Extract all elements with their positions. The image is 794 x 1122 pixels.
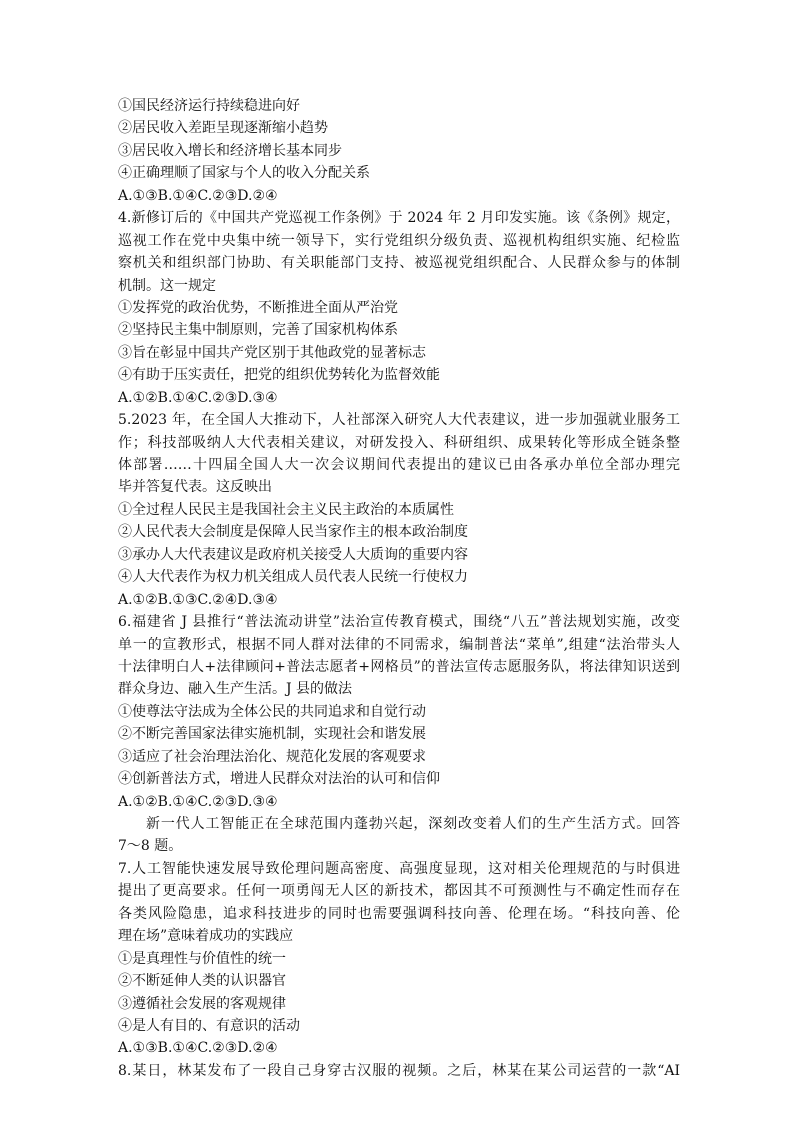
text-line: ④创新普法方式，增进人民群众对法治的认可和信仰 (118, 771, 440, 788)
text-line: 各类风险隐患，追求科技进步的同时也需要强调科技向善、伦理在场。“科技向善、伦 (118, 905, 680, 922)
text-line: ①国民经济运行持续稳进向好 (118, 98, 300, 114)
text-line: ②不断延伸人类的认识器官 (118, 973, 286, 990)
text-line: 机制。这一规定 (118, 277, 216, 294)
text-line: A.①③B.①④C.②③D.②④ (118, 1040, 278, 1057)
text-line: 作；科技部吸纳人大代表相关建议，对研发投入、科研组织、成果转化等形成全链条整 (118, 434, 680, 451)
text-line: A.①③B.①④C.②③D.②④ (118, 187, 278, 204)
text-line: ③适应了社会治理法治化、规范化发展的客观要求 (118, 748, 426, 765)
text-line: 7～8 题。 (118, 838, 183, 855)
text-line: ②人民代表大会制度是保障人民当家作主的根本政治制度 (118, 524, 468, 541)
text-line: ①是真理性与价值性的统一 (118, 950, 286, 967)
text-line: ③遵循社会发展的客观规律 (118, 995, 286, 1012)
text-line: 察机关和组织部门协助、有关职能部门支持、被巡视党组织配合、人民群众参与的体制 (118, 255, 680, 272)
text-line: A.①②B.①④C.②③D.③④ (118, 793, 278, 810)
text-line: 巡视工作在党中央集中统一领导下，实行党组织分级负责、巡视机构组织实施、纪检监 (118, 232, 680, 249)
text-line: 4.新修订后的《中国共产党巡视工作条例》于 2024 年 2 月印发实施。该《条例》规定， (118, 210, 680, 227)
text-line: 提出了更高要求。任何一项勇闯无人区的新技术，都因其不可预测性与不确定性而存在 (118, 883, 680, 900)
text-line: ③居民收入增长和经济增长基本同步 (118, 142, 342, 159)
text-line: 单一的宣教形式，根据不同人群对法律的不同需求，编制普法“菜单”,组建“法治带头人 (118, 636, 680, 653)
text-line: 6.福建省 J 县推行“普法流动讲堂”法治宣传教育模式，围绕“八五”普法规划实施，改变 (118, 614, 680, 631)
text-line: ②不断完善国家法律实施机制，实现社会和谐发展 (118, 726, 426, 743)
text-line: 理在场”意味着成功的实践应 (118, 928, 294, 945)
text-line: ②坚持民主集中制原则，完善了国家机构体系 (118, 322, 398, 339)
text-line: ②居民收入差距呈现逐渐缩小趋势 (118, 120, 328, 137)
text-line: ④是人有目的、有意识的活动 (118, 1017, 300, 1034)
text-line: ①使尊法守法成为全体公民的共同追求和自觉行动 (118, 703, 426, 720)
text-line: ④正确理顺了国家与个人的收入分配关系 (118, 165, 370, 182)
text-line: 毕并答复代表。这反映出 (118, 479, 272, 496)
text-line: 5.2023 年，在全国人大推动下，人社部深入研究人大代表建议，进一步加强就业服务工 (118, 412, 680, 429)
text-line: A.①②B.①③C.②④D.③④ (118, 591, 278, 608)
text-line: 8.某日，林某发布了一段自己身穿古汉服的视频。之后，林某在某公司运营的一款“AI (118, 1062, 680, 1079)
text-line: A.①②B.①④C.②③D.③④ (118, 389, 278, 406)
text-line: 新一代人工智能正在全球范围内蓬勃兴起，深刻改变着人们的生产生活方式。回答 (146, 816, 680, 832)
text-line: ①发挥党的政治优势，不断推进全面从严治党 (118, 299, 398, 316)
text-line: 十法律明白人+法律顾问+普法志愿者+网格员”的普法宣传志愿服务队，将法律知识送到 (118, 658, 680, 675)
text-line: 体部署……十四届全国人大一次会议期间代表提出的建议已由各承办单位全部办理完 (118, 457, 680, 473)
text-line: ③承办人大代表建议是政府机关接受人大质询的重要内容 (118, 546, 468, 563)
text-line: ④有助于压实责任，把党的组织优势转化为监督效能 (118, 367, 440, 384)
text-line: ③旨在彰显中国共产党区别于其他政党的显著标志 (118, 344, 426, 361)
text-line: 7.人工智能快速发展导致伦理问题高密度、高强度显现，这对相关伦理规范的与时俱进 (118, 860, 680, 877)
document-body (118, 95, 680, 1082)
text-line: 群众身边、融入生产生活。J 县的做法 (118, 681, 353, 698)
text-line: ①全过程人民民主是我国社会主义民主政治的本质属性 (118, 501, 454, 518)
text-line: ④人大代表作为权力机关组成人员代表人民统一行使权力 (118, 569, 468, 586)
